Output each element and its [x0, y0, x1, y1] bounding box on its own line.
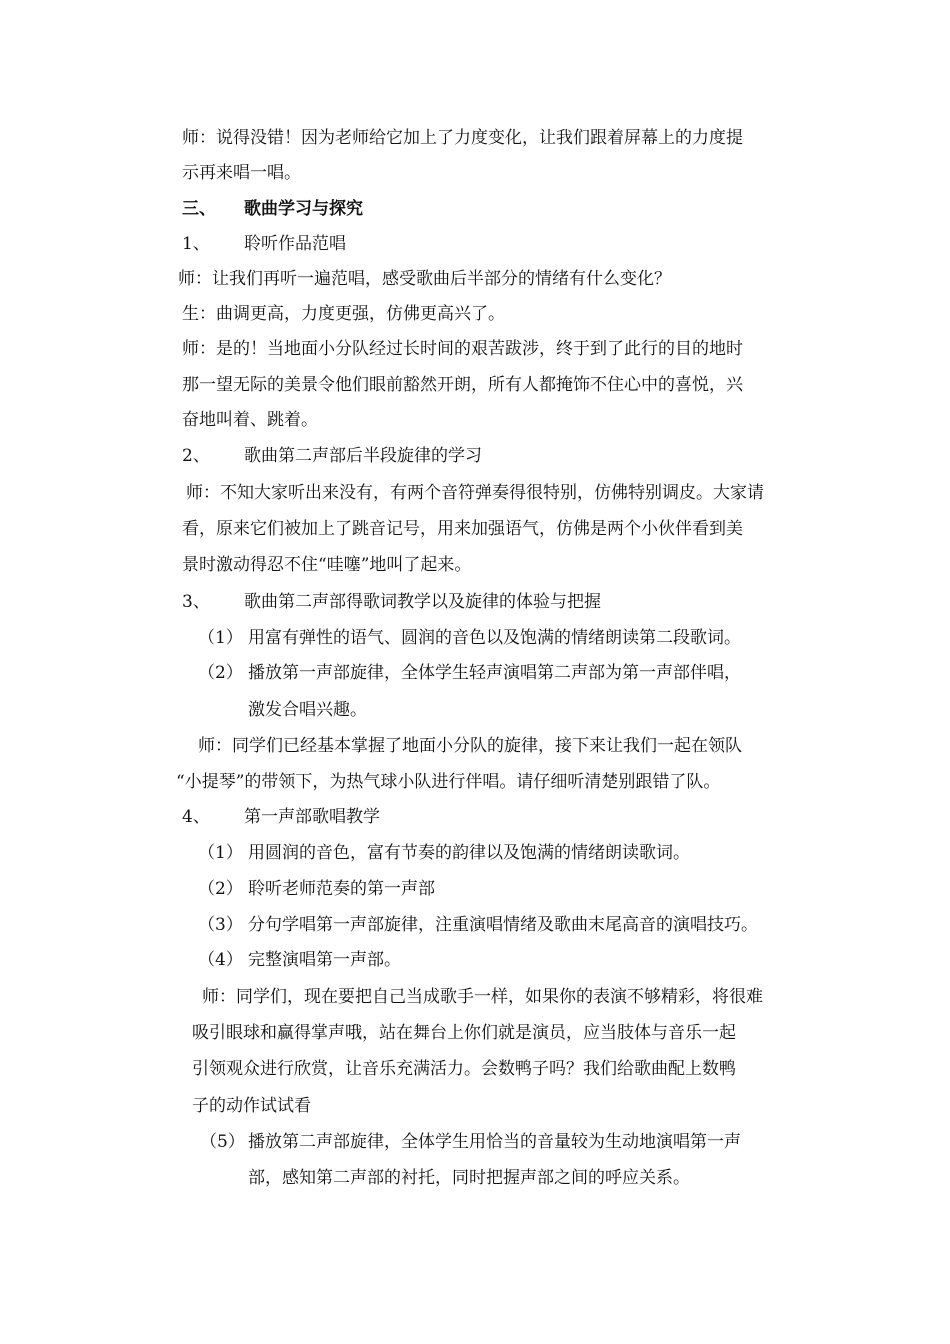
sub-item-number: （4） [198, 950, 243, 970]
item-number: 1、 [182, 234, 210, 254]
paragraph-line: 景时激动得忍不住“哇噻”地叫了起来。 [182, 555, 472, 575]
paragraph-line: 示再来唱一唱。 [182, 163, 301, 183]
paragraph-line: 吸引眼球和赢得掌声哦，站在舞台上你们就是演员，应当肢体与音乐一起 [192, 1023, 736, 1043]
sub-item [198, 947, 401, 973]
sub-item-text: 用圆润的音色，富有节奏的韵律以及饱满的情绪朗读歌词。 [248, 843, 690, 863]
sub-item [198, 840, 690, 866]
item-title: 第一声部歌唱教学 [244, 807, 380, 827]
list-item-heading [182, 443, 482, 469]
paragraph-line: 师：同学们已经基本掌握了地面小分队的旋律，接下来让我们一起在领队 [198, 736, 742, 756]
sub-item-number: （5） [200, 1132, 245, 1152]
sub-item-number: （1） [198, 843, 243, 863]
item-number: 3、 [182, 592, 210, 612]
paragraph-line: 师：是的！当地面小分队经过长时间的艰苦跋涉，终于到了此行的目的地时 [182, 339, 743, 359]
list-item-heading [182, 589, 601, 615]
item-title: 歌曲第二声部后半段旋律的学习 [244, 446, 482, 466]
paragraph-line: 师：让我们再听一遍范唱，感受歌曲后半部分的情绪有什么变化？ [178, 269, 671, 289]
item-number: 2、 [182, 446, 210, 466]
sub-item-text: 播放第二声部旋律，全体学生用恰当的音量较为生动地演唱第一声 [248, 1132, 741, 1152]
sub-item-text: 聆听老师范奏的第一声部 [248, 879, 435, 899]
paragraph-line: 师：不知大家听出来没有，有两个音符弹奏得很特别，仿佛特别调皮。大家请 [186, 483, 764, 503]
paragraph-line: 那一望无际的美景令他们眼前豁然开朗，所有人都掩饰不住心中的喜悦，兴 [182, 375, 743, 395]
sub-item-text: 完整演唱第一声部。 [248, 950, 401, 970]
item-title: 聆听作品范唱 [244, 234, 346, 254]
sub-item-text: 播放第一声部旋律，全体学生轻声演唱第二声部为第一声部伴唱， [248, 663, 741, 683]
sub-item-number: （2） [198, 879, 243, 899]
sub-item [198, 912, 758, 938]
sub-item-continuation: 部，感知第二声部的衬托，同时把握声部之间的呼应关系。 [248, 1168, 690, 1188]
sub-item-number: （1） [198, 628, 243, 648]
list-item-heading [182, 804, 380, 830]
paragraph-line: 师：同学们，现在要把自己当成歌手一样，如果你的表演不够精彩，将很难 [202, 987, 763, 1007]
paragraph-line: 看，原来它们被加上了跳音记号，用来加强语气，仿佛是两个小伙伴看到美 [182, 519, 743, 539]
section-title: 歌曲学习与探究 [244, 199, 363, 219]
sub-item-continuation: 激发合唱兴趣。 [248, 700, 367, 720]
sub-item [198, 660, 741, 686]
sub-item-number: （3） [198, 915, 243, 935]
section-heading [182, 196, 363, 222]
item-title: 歌曲第二声部得歌词教学以及旋律的体验与把握 [244, 592, 601, 612]
sub-item-text: 用富有弹性的语气、圆润的音色以及饱满的情绪朗读第二段歌词。 [248, 628, 741, 648]
sub-item [198, 876, 435, 902]
sub-item-number: （2） [198, 663, 243, 683]
sub-item [200, 1129, 741, 1155]
list-item-heading [182, 231, 346, 257]
section-number: 三、 [182, 199, 216, 219]
paragraph-line: 引领观众进行欣赏，让音乐充满活力。会数鸭子吗？我们给歌曲配上数鸭 [192, 1059, 736, 1079]
sub-item-text: 分句学唱第一声部旋律，注重演唱情绪及歌曲末尾高音的演唱技巧。 [248, 915, 758, 935]
paragraph-line: 奋地叫着、跳着。 [182, 410, 318, 430]
paragraph-line: 生：曲调更高，力度更强，仿佛更高兴了。 [182, 304, 505, 324]
paragraph-line: “小提琴”的带领下，为热气球小队进行伴唱。请仔细听清楚别跟错了队。 [176, 772, 721, 792]
sub-item [198, 625, 741, 651]
item-number: 4、 [182, 807, 210, 827]
paragraph-line: 子的动作试试看 [192, 1096, 311, 1116]
paragraph-line: 师：说得没错！因为老师给它加上了力度变化，让我们跟着屏幕上的力度提 [182, 128, 743, 148]
